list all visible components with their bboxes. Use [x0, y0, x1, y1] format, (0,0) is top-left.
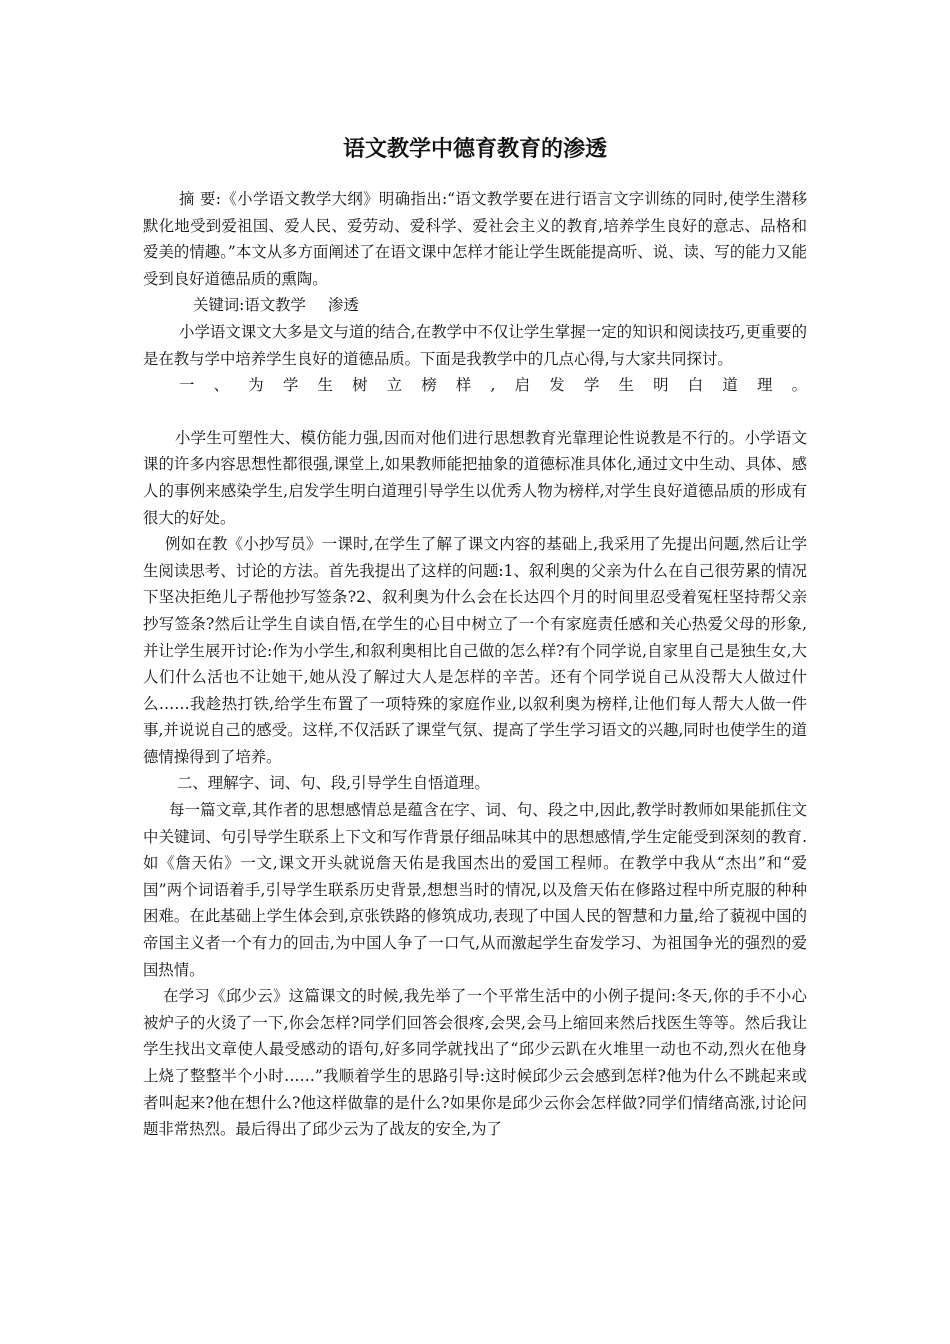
section-heading-2 [143, 770, 807, 797]
paragraph-2-text: 例如在教《小抄写员》一课时,在学生了解了课文内容的基础上,我采用了先提出问题,然后让学生阅读思考、讨论的方法。首先我提出了这样的问题:1、叙利奥的父亲为什么在自己很劳累的情况下坚决拒绝儿子帮他抄写签条?2、叙利奥为什么会在长达四个月的时间里忍受着冤枉坚持帮父亲抄写签条?然后让学生自读自悟,在学生的心目中树立了一个有家庭责任感和关心热爱父母的形象,并让学生展开讨论:作为小学生,和叙利奥相比自己做的怎么样?有个同学说,自家里自己是独生女,大人们什么活也不让她干,她从没了解过大人是怎样的辛苦。还有个同学说自己从没帮大人做过什么……我趁热打铁,给学生布置了一项特殊的家庭作业,以叙利奥为榜样,让他们每人帮大人做一件事,并说说自己的感受。这样,不仅活跃了课堂气氛、提高了学生学习语文的兴趣,同时也使学生的道德情操得到了培养。 [143, 535, 807, 766]
abstract-text: 摘 要:《小学语文教学大纲》明确指出:“语文教学要在进行语言文字训练的同时,使学生潜移默化地受到爱祖国、爱人民、爱劳动、爱科学、爱社会主义的教育,培养学生良好的意志、品格和爱美的情趣。”本文从多方面阐述了在语文课中怎样才能让学生既能提高听、说、读、写的能力又能受到良好道德品质的熏陶。 [143, 190, 807, 288]
paragraph-1-text: 小学生可塑性大、模仿能力强,因而对他们进行思想教育光靠理论性说教是不行的。小学语文课的许多内容思想性都很强,课堂上,如果教师能把抽象的道德标准具体化,通过文中生动、具体、感人的事例来感染学生,启发学生明白道理引导学生以优秀人物为榜样,对学生良好道德品质的形成有很大的好处。 [143, 428, 807, 527]
keywords-label: 关键词:语文教学 [193, 296, 306, 315]
document-title: 语文教学中德育教育的渗透 [342, 137, 607, 162]
paragraph-4 [143, 983, 807, 1143]
section-heading-2-text: 二、理解字、词、句、段,引导学生自悟道理。 [177, 774, 490, 793]
keywords-line [143, 292, 807, 319]
document-body [143, 186, 807, 1143]
paragraph-3 [143, 797, 807, 983]
paragraph-1 [143, 425, 807, 531]
keywords-value: 渗透 [327, 296, 359, 315]
section-heading-1: 一、为学生树立榜样,启发学生明白道理。 [179, 376, 807, 395]
intro-text: 小学语文课文大多是文与道的结合,在教学中不仅让学生掌握一定的知识和阅读技巧,更重要的是在教与学中培养学生良好的道德品质。下面是我教学中的几点心得,与大家共同探讨。 [143, 322, 807, 368]
abstract-paragraph [143, 186, 807, 292]
paragraph-4-text: 在学习《邱少云》这篇课文的时候,我先举了一个平常生活中的小例子提问:冬天,你的手不小心被炉子的火烫了一下,你会怎样?同学们回答会很疼,会哭,会马上缩回来然后找医生等等。然后我让学生找出文章使人最受感动的语句,好多同学就找出了“邱少云趴在火堆里一动也不动,烈火在他身上烧了整整半个小时……”我顺着学生的思路引导:这时候邱少云会感到怎样?他为什么不跳起来或者叫起来?他在想什么?他这样做靠的是什么?如果你是邱少云你会怎样做?同学们情绪高涨,讨论问题非常热烈。最后得出了邱少云为了战友的安全,为了 [143, 987, 807, 1139]
paragraph-3-text: 每一篇文章,其作者的思想感情总是蕴含在字、词、句、段之中,因此,教学时教师如果能抓住文中关键词、句引导学生联系上下文和写作背景仔细品味其中的思想感情,学生定能受到深刻的教育.如《詹天佑》一文,课文开头就说詹天佑是我国杰出的爱国工程师。在教学中我从“杰出”和“爱国”两个词语着手,引导学生联系历史背景,想想当时的情况,以及詹天佑在修路过程中所克服的种种困难。在此基础上学生体会到,京张铁路的修筑成功,表现了中国人民的智慧和力量,给了藐视中国的帝国主义者一个有力的回击,为中国人争了一口气,从而激起学生奋发学习、为祖国争光的强烈的爱国热情。 [143, 801, 807, 979]
intro-paragraph [143, 319, 807, 372]
paragraph-2 [143, 531, 807, 770]
